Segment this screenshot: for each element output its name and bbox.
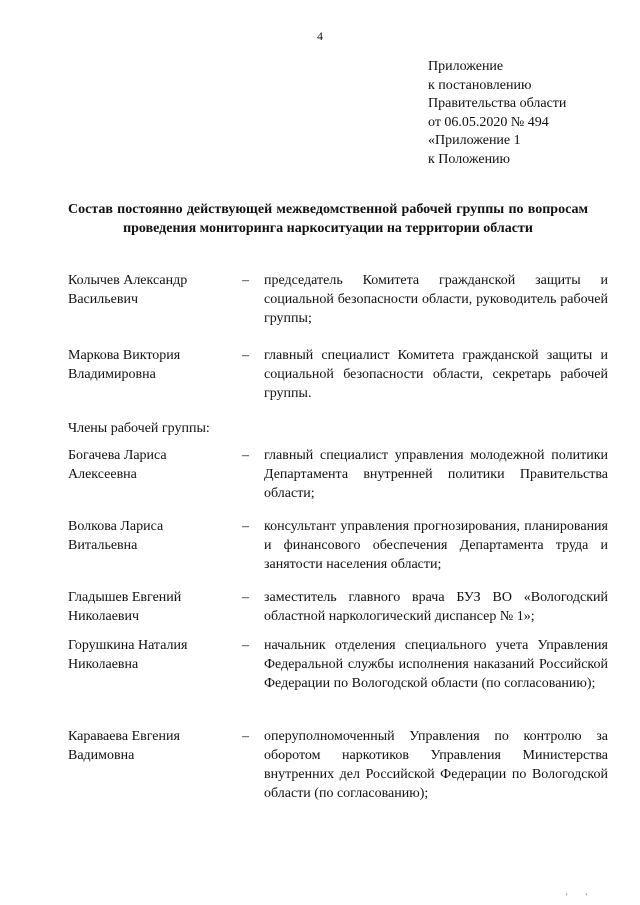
member-name: Горушкина Наталия Николаевна bbox=[68, 638, 188, 672]
dash-separator: – bbox=[242, 273, 249, 288]
scan-marks: ' ' bbox=[566, 892, 595, 901]
member-role: председатель Комитета гражданской защиты и социальной безопасности области, руководитель рабочей группы; bbox=[264, 273, 608, 326]
dash-separator: – bbox=[242, 448, 249, 463]
member-name: Караваева Евгения Вадимовна bbox=[68, 729, 180, 763]
appendix-block bbox=[428, 58, 566, 170]
member-name: Маркова Виктория Владимировна bbox=[68, 348, 181, 382]
appendix-line: Правительства области bbox=[428, 96, 567, 112]
member-role: главный специалист управления молодежной политики Департамента внутренней политики Правительства области; bbox=[264, 448, 608, 501]
member-role: начальник отделения специального учета Управления Федеральной службы исполнения наказаний Российской Федерации по Вологодской области (по согласованию); bbox=[264, 638, 608, 691]
dash-separator: – bbox=[242, 729, 249, 744]
document-title: Состав постоянно действующей межведомственной рабочей группы по вопросам проведения мониторинга наркоситуации на территории области bbox=[68, 202, 588, 236]
dash-separator: – bbox=[242, 348, 249, 363]
member-name: Гладышев Евгений Николаевич bbox=[68, 590, 182, 624]
member-name: Колычев Александр Васильевич bbox=[68, 273, 188, 307]
member-name: Богачева Лариса Алексеевна bbox=[68, 448, 167, 482]
member-role: главный специалист Комитета гражданской защиты и социальной безопасности области, секретарь рабочей группы. bbox=[264, 348, 608, 401]
member-name: Волкова Лариса Витальевна bbox=[68, 519, 164, 553]
appendix-line: к постановлению bbox=[428, 77, 532, 93]
dash-separator: – bbox=[242, 519, 249, 534]
appendix-line: к Положению bbox=[428, 151, 511, 167]
appendix-line: Приложение bbox=[428, 59, 504, 74]
member-role: заместитель главного врача БУЗ ВО «Вологодский областной наркологический диспансер № 1»; bbox=[264, 590, 608, 624]
members-heading: Члены рабочей группы: bbox=[68, 421, 210, 436]
dash-separator: – bbox=[242, 638, 249, 653]
member-role: консультант управления прогнозирования, планирования и финансового обеспечения Департамента труда и занятости населения области; bbox=[264, 519, 608, 572]
member-role: оперуполномоченный Управления по контролю за оборотом наркотиков Управления Министерства внутренних дел Российской Федерации по Вологодской области (по согласованию); bbox=[264, 729, 608, 801]
appendix-line: «Приложение 1 bbox=[428, 133, 521, 149]
dash-separator: – bbox=[242, 590, 249, 605]
page-number: 4 bbox=[317, 29, 323, 43]
appendix-line: от 06.05.2020 № 494 bbox=[428, 114, 549, 130]
